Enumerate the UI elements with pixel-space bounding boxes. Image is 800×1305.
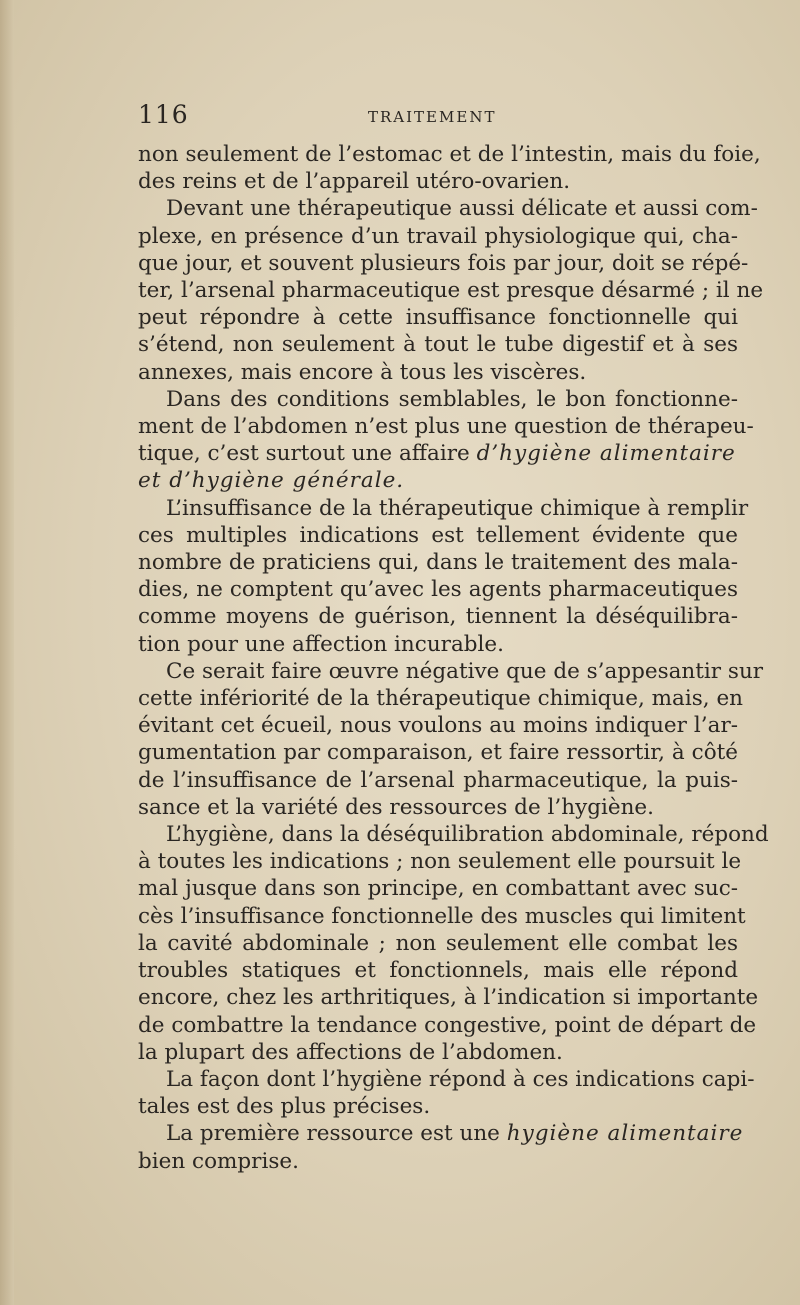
text-line: cès l’insuffisance fonctionnelle des muscles qui limitent [138, 903, 746, 929]
text-line: Ce serait faire œuvre négative que de s’appesantir sur [166, 658, 764, 684]
page-number: 116 [138, 100, 189, 129]
page-edge-shadow [0, 0, 14, 1305]
text-line: évitant cet écueil, nous voulons au moins indiquer l’ar- [138, 713, 738, 739]
text-line [138, 440, 738, 467]
text-line: nombre de praticiens qui, dans le traitement des mala- [138, 550, 738, 576]
text-line: tales est des plus précises. [138, 1094, 431, 1120]
text-line: non seulement de l’estomac et de l’intestin, mais du foie, [138, 142, 761, 167]
text-line: Devant une thérapeutique aussi délicate et aussi com- [166, 196, 758, 222]
italic-phrase: hygiène alimentaire [506, 1121, 744, 1147]
running-title: TRAITEMENT [368, 108, 497, 126]
text-line: de combattre la tendance congestive, point de départ de [138, 1012, 757, 1038]
running-head [138, 100, 738, 134]
text-line: la plupart des affections de l’abdomen. [138, 1039, 563, 1065]
text-line: L’hygiène, dans la déséquilibration abdominale, répond [166, 822, 769, 848]
text-line: cette infériorité de la thérapeutique chimique, mais, en [138, 686, 744, 712]
text-line: dies, ne comptent qu’avec les agents pharmaceutiques [138, 577, 738, 603]
text-line: L’insuffisance de la thérapeutique chimique à remplir [166, 495, 749, 521]
text-fragment: tique, c’est surtout une affaire [138, 441, 477, 467]
text-line: de l’insuffisance de l’arsenal pharmaceutique, la puis- [138, 767, 738, 793]
text-line: gumentation par comparaison, et faire ressortir, à côté [138, 740, 738, 766]
text-line: sance et la variété des ressources de l’hygiène. [138, 794, 654, 820]
text-line: bien comprise. [138, 1148, 299, 1174]
text-line: peut répondre à cette insuffisance fonctionnelle qui [138, 305, 738, 331]
text-line-italic: et d’hygiène générale. [138, 468, 405, 494]
text-line: la cavité abdominale ; non seulement elle combat les [138, 930, 738, 956]
text-line: comme moyens de guérison, tiennent la déséquilibra- [138, 604, 738, 630]
text-line: La façon dont l’hygiène répond à ces indications capi- [166, 1066, 755, 1092]
text-line: tion pour une affection incurable. [138, 631, 504, 657]
text-line: mal jusque dans son principe, en combattant avec suc- [138, 876, 738, 902]
text-line: Dans des conditions semblables, le bon fonctionne- [166, 386, 738, 412]
text-line: à toutes les indications ; non seulement elle poursuit le [138, 849, 742, 875]
text-line: ment de l’abdomen n’est plus une question de thérapeu- [138, 414, 754, 440]
body-text [138, 141, 769, 1175]
text-fragment: La première ressource est une [166, 1121, 507, 1147]
text-line: des reins et de l’appareil utéro-ovarien. [138, 169, 571, 195]
text-line: que jour, et souvent plusieurs fois par jour, doit se répé- [138, 250, 749, 276]
text-line: s’étend, non seulement à tout le tube digestif et à ses [138, 332, 738, 358]
text-line: ces multiples indications est tellement évidente que [138, 522, 738, 548]
text-line [138, 1120, 744, 1147]
text-line: encore, chez les arthritiques, à l’indication si importante [138, 985, 759, 1011]
text-line: ter, l’arsenal pharmaceutique est presque désarmé ; il ne [138, 278, 764, 304]
text-line: annexes, mais encore à tous les viscères. [138, 359, 587, 385]
text-line: plexe, en présence d’un travail physiologique qui, cha- [138, 223, 738, 249]
text-line: troubles statiques et fonctionnels, mais elle répond [138, 958, 738, 984]
italic-phrase: d’hygiène alimentaire [476, 441, 736, 467]
